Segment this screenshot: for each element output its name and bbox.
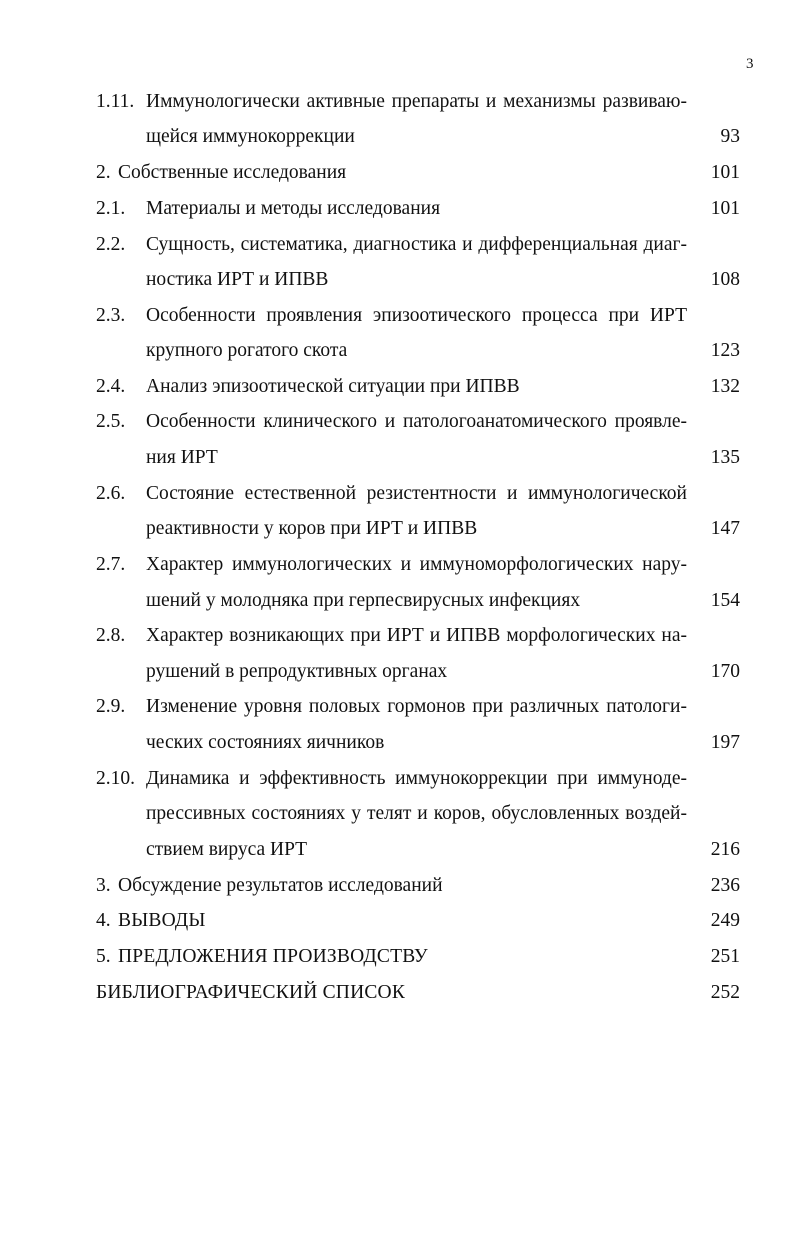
toc-number: 2. [96, 162, 111, 183]
toc-line: Изменение уровня половых гормонов при различных патологи- [146, 696, 687, 717]
toc-page: 216 [710, 839, 740, 860]
toc-page: 251 [710, 946, 740, 967]
toc-title: Собственные исследования [118, 162, 347, 183]
toc-page: 170 [710, 661, 740, 682]
toc-line: Характер возникающих при ИРТ и ИПВВ морфологических на- [146, 625, 687, 646]
toc-line: крупного рогатого скота [146, 340, 348, 361]
toc-page: 197 [710, 732, 740, 753]
toc-line: ческих состояниях яичников [146, 732, 385, 753]
toc-page: 101 [710, 162, 740, 183]
toc-page: 101 [710, 198, 740, 219]
toc-page: 93 [720, 126, 740, 147]
toc-line: Характер иммунологических и иммуноморфологических нару- [146, 554, 687, 575]
toc-line: прессивных состояниях у телят и коров, обусловленных воздей- [146, 803, 687, 824]
toc-number: 2.1. [96, 198, 126, 219]
toc-page: 236 [710, 875, 740, 896]
toc-page: 249 [710, 910, 740, 931]
toc-title: БИБЛИОГРАФИЧЕСКИЙ СПИСОК [96, 982, 406, 1003]
toc-page: 147 [710, 518, 740, 539]
toc-line: реактивности у коров при ИРТ и ИПВВ [146, 518, 478, 539]
toc-page: 154 [710, 590, 740, 611]
toc-page: 132 [710, 376, 740, 397]
toc-line: ностика ИРТ и ИПВВ [146, 269, 329, 290]
toc-line: Особенности проявления эпизоотического процесса при ИРТ [146, 305, 687, 326]
page-number: 3 [746, 56, 754, 72]
toc-line: Особенности клинического и патологоанатомического проявле- [146, 411, 687, 432]
toc-page: 108 [710, 269, 740, 290]
toc-page: 135 [710, 447, 740, 468]
toc-number: 4. [96, 910, 111, 931]
toc-title: Обсуждение результатов исследований [118, 875, 443, 896]
toc-line: Сущность, систематика, диагностика и дифференциальная диаг- [146, 234, 687, 255]
toc-line: Материалы и методы исследования [146, 198, 441, 219]
toc-title: ПРЕДЛОЖЕНИЯ ПРОИЗВОДСТВУ [118, 946, 428, 967]
toc-number: 2.9. [96, 696, 126, 717]
toc-number: 3. [96, 875, 111, 896]
toc-number: 2.8. [96, 625, 126, 646]
toc-number: 2.6. [96, 483, 126, 504]
toc-number: 2.3. [96, 305, 126, 326]
toc-page: 123 [710, 340, 740, 361]
toc-number: 2.4. [96, 376, 126, 397]
toc-line: ствием вируса ИРТ [146, 839, 308, 860]
toc-line: Анализ эпизоотической ситуации при ИПВВ [146, 376, 520, 397]
toc-line: Состояние естественной резистентности и иммунологической [146, 483, 687, 504]
toc-number: 2.10. [96, 768, 135, 789]
toc-number: 5. [96, 946, 111, 967]
toc-number: 1.11. [96, 91, 135, 112]
toc-line: Динамика и эффективность иммунокоррекции при иммуноде- [146, 768, 687, 789]
toc-title: ВЫВОДЫ [118, 910, 206, 931]
toc-number: 2.7. [96, 554, 126, 575]
toc-line: Иммунологически активные препараты и механизмы развиваю- [146, 91, 687, 112]
toc-line: шений у молодняка при герпесвирусных инфекциях [146, 590, 581, 611]
toc-page: 252 [710, 982, 740, 1003]
toc-line: щейся иммунокоррекции [146, 126, 355, 147]
toc-number: 2.5. [96, 411, 126, 432]
toc-number: 2.2. [96, 234, 126, 255]
toc-line: рушений в репродуктивных органах [146, 661, 448, 682]
toc-line: ния ИРТ [146, 447, 218, 468]
